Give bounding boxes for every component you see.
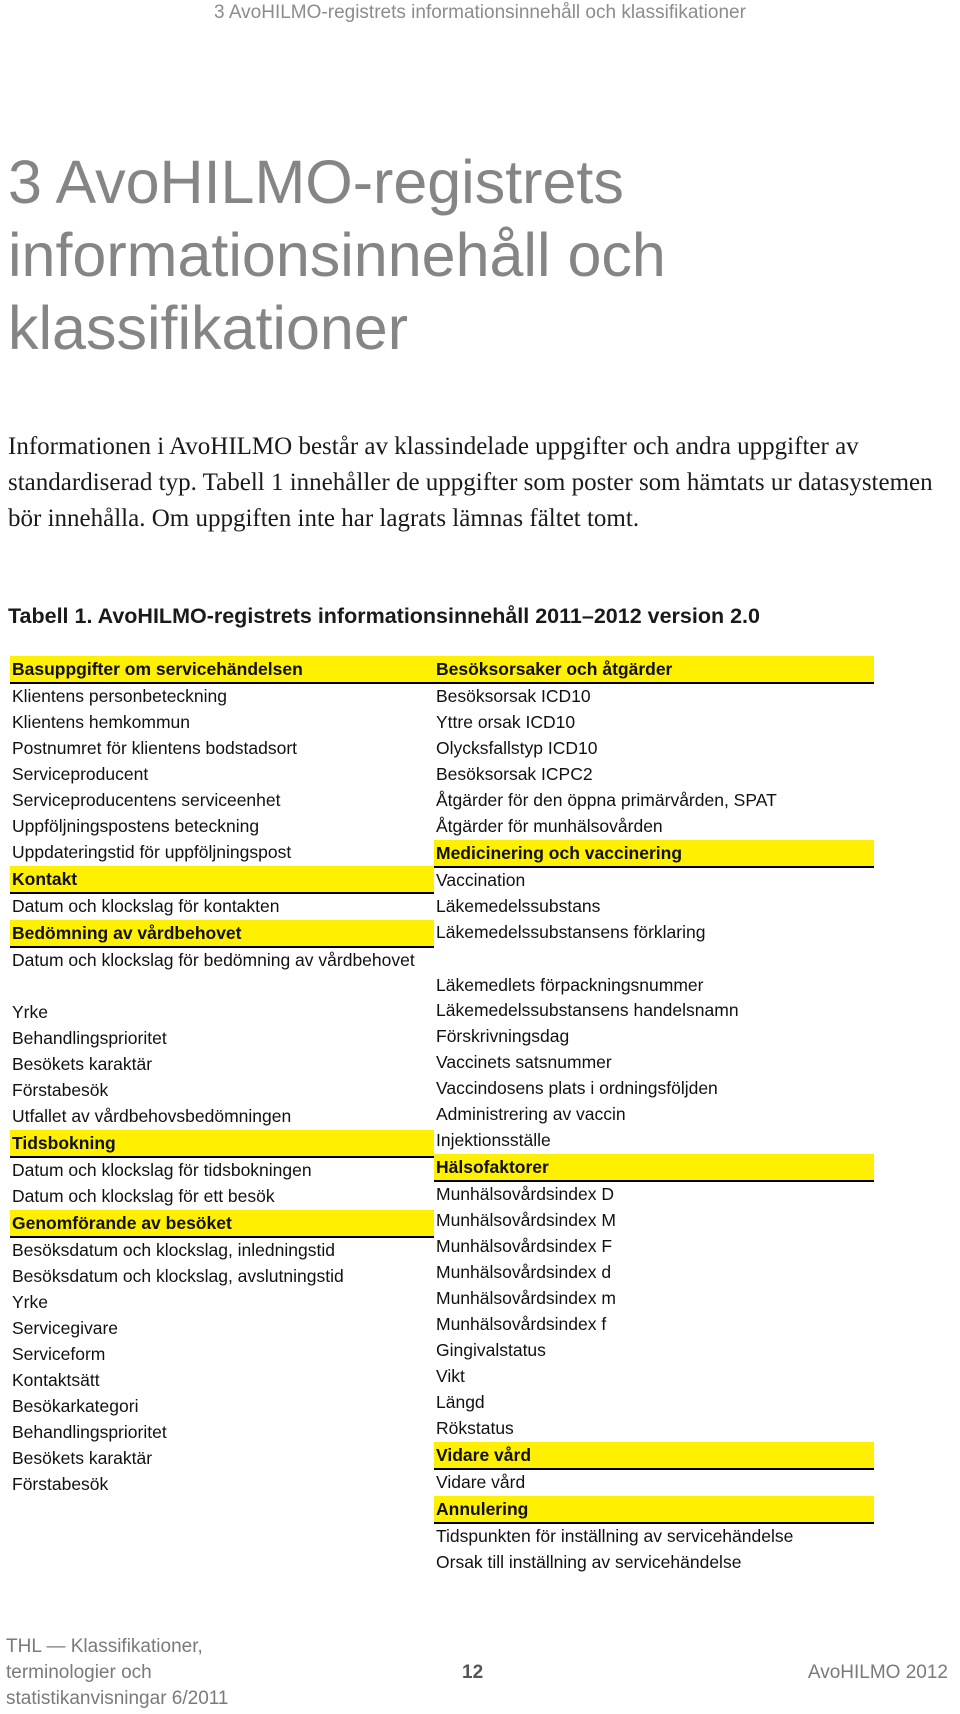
- right-section-heading: Besöksorsaker och åtgärder: [434, 656, 874, 684]
- left-table-row: Besökets karaktär: [12, 1054, 153, 1074]
- left-section-heading: Genomförande av besöket: [10, 1210, 434, 1238]
- table-caption: Tabell 1. AvoHILMO-registrets informationsinnehåll 2011–2012 version 2.0: [8, 604, 760, 628]
- right-table-row: Olycksfallstyp ICD10: [436, 738, 598, 758]
- right-table-row: Munhälsovårdsindex D: [436, 1184, 615, 1204]
- left-table-row: Förstabesök: [12, 1474, 109, 1494]
- right-table-row: Munhälsovårdsindex F: [436, 1236, 613, 1256]
- right-table-row: Längd: [436, 1392, 485, 1412]
- right-table-row: Orsak till inställning av servicehändelse: [436, 1552, 742, 1572]
- right-table-row: Gingivalstatus: [436, 1340, 546, 1360]
- footer-publisher: [6, 1634, 306, 1712]
- left-table-row: Kontaktsätt: [12, 1370, 100, 1390]
- left-table-row: Klientens hemkommun: [12, 712, 190, 732]
- left-section-heading: Bedömning av vårdbehovet: [10, 920, 434, 948]
- footer-publisher-line-3: statistikanvisningar 6/2011: [6, 1688, 229, 1709]
- page-number: 12: [462, 1662, 484, 1683]
- right-table-row: Läkemedelssubstansens förklaring: [436, 922, 706, 942]
- left-section-heading: Kontakt: [10, 866, 434, 894]
- left-table-row: Servicegivare: [12, 1318, 119, 1338]
- chapter-title: [8, 146, 948, 365]
- right-section-heading: Annulering: [434, 1496, 874, 1524]
- left-section-heading: Tidsbokning: [10, 1130, 434, 1158]
- left-table-row: Klientens personbeteckning: [12, 686, 228, 706]
- left-table-row: Besökets karaktär: [12, 1448, 153, 1468]
- left-section-heading: Basuppgifter om servicehändelsen: [10, 656, 434, 684]
- right-table-row: Munhälsovårdsindex m: [436, 1288, 616, 1308]
- left-table-row: Postnumret för klientens bodstadsort: [12, 738, 298, 758]
- right-table-row: Åtgärder för munhälsovården: [436, 816, 663, 836]
- right-column: [434, 656, 874, 1576]
- right-table-row: Läkemedelssubstans: [436, 896, 601, 916]
- right-table-row: Åtgärder för den öppna primärvården, SPAT: [436, 790, 777, 810]
- left-table-row: Utfallet av vårdbehovsbedömningen: [12, 1106, 292, 1126]
- left-table-row: Behandlingsprioritet: [12, 1028, 167, 1048]
- right-table-row: Förskrivningsdag: [436, 1026, 570, 1046]
- right-section-heading: Medicinering och vaccinering: [434, 840, 874, 868]
- chapter-title-line-2: informationsinnehåll och: [8, 221, 666, 289]
- right-table-row: Vaccinets satsnummer: [436, 1052, 612, 1072]
- left-table-row: Besöksdatum och klockslag, inledningstid: [12, 1240, 335, 1260]
- right-table-row: Vaccindosens plats i ordningsföljden: [436, 1078, 718, 1098]
- right-table-row: Besöksorsak ICD10: [436, 686, 591, 706]
- right-table-row: Vidare vård: [436, 1472, 526, 1492]
- right-table-row: Munhälsovårdsindex f: [436, 1314, 607, 1334]
- right-table-row: Läkemedelssubstansens handelsnamn: [436, 1000, 739, 1020]
- right-table-row: Tidspunkten för inställning av servicehändelse: [436, 1526, 794, 1546]
- right-table-row: Injektionsställe: [436, 1130, 551, 1150]
- right-table-row: Administrering av vaccin: [436, 1104, 626, 1124]
- chapter-title-line-3: klassifikationer: [8, 294, 409, 362]
- left-table-row: Yrke: [12, 1292, 48, 1312]
- right-table-row: Yttre orsak ICD10: [436, 712, 576, 732]
- left-table-row: Datum och klockslag för kontakten: [12, 896, 280, 916]
- left-table-row: Förstabesök: [12, 1080, 109, 1100]
- right-table-row: Läkemedlets förpackningsnummer: [436, 975, 704, 995]
- right-table-row: Rökstatus: [436, 1418, 514, 1438]
- left-table-row: Uppdateringstid för uppföljningspost: [12, 842, 292, 862]
- right-table-row: Vaccination: [436, 870, 526, 890]
- left-table-row: Serviceproducent: [12, 764, 149, 784]
- left-table-row: Uppföljningspostens beteckning: [12, 816, 260, 836]
- chapter-title-line-1: 3 AvoHILMO-registrets: [8, 148, 624, 216]
- left-table-row: Datum och klockslag för ett besök: [12, 1186, 275, 1206]
- right-table-row: Munhälsovårdsindex d: [436, 1262, 612, 1282]
- right-table-row: Munhälsovårdsindex M: [436, 1210, 616, 1230]
- footer-publisher-line-2: terminologier och: [6, 1662, 152, 1683]
- left-table-row: Serviceform: [12, 1344, 106, 1364]
- left-table-row: Behandlingsprioritet: [12, 1422, 167, 1442]
- right-table-row: Besöksorsak ICPC2: [436, 764, 593, 784]
- intro-paragraph: Informationen i AvoHILMO består av klassindelade uppgifter och andra uppgifter av standardiserad typ. Tabell 1 innehåller de uppgifter som poster som hämtats ur datasystemen bör innehålla. Om uppgiften inte har lagrats lämnas fältet tomt.: [8, 433, 933, 532]
- left-table-row: Yrke: [12, 1002, 48, 1022]
- running-header: 3 AvoHILMO-registrets informationsinnehåll och klassifikationer: [214, 2, 746, 23]
- left-table-row: Besöksdatum och klockslag, avslutningstid: [12, 1266, 344, 1286]
- footer-doc-name: AvoHILMO 2012: [807, 1662, 948, 1683]
- right-table-row: Vikt: [436, 1366, 465, 1386]
- left-table-row: Serviceproducentens serviceenhet: [12, 790, 281, 810]
- left-table-row: Besökarkategori: [12, 1396, 139, 1416]
- left-table-row: Datum och klockslag för tidsbokningen: [12, 1160, 312, 1180]
- right-section-heading: Vidare vård: [434, 1442, 874, 1470]
- left-table-row: Datum och klockslag för bedömning av vårdbehovet: [12, 950, 415, 970]
- right-section-heading: Hälsofaktorer: [434, 1154, 874, 1182]
- footer-publisher-line-1: THL — Klassifikationer,: [6, 1636, 203, 1657]
- left-column: [10, 656, 434, 1498]
